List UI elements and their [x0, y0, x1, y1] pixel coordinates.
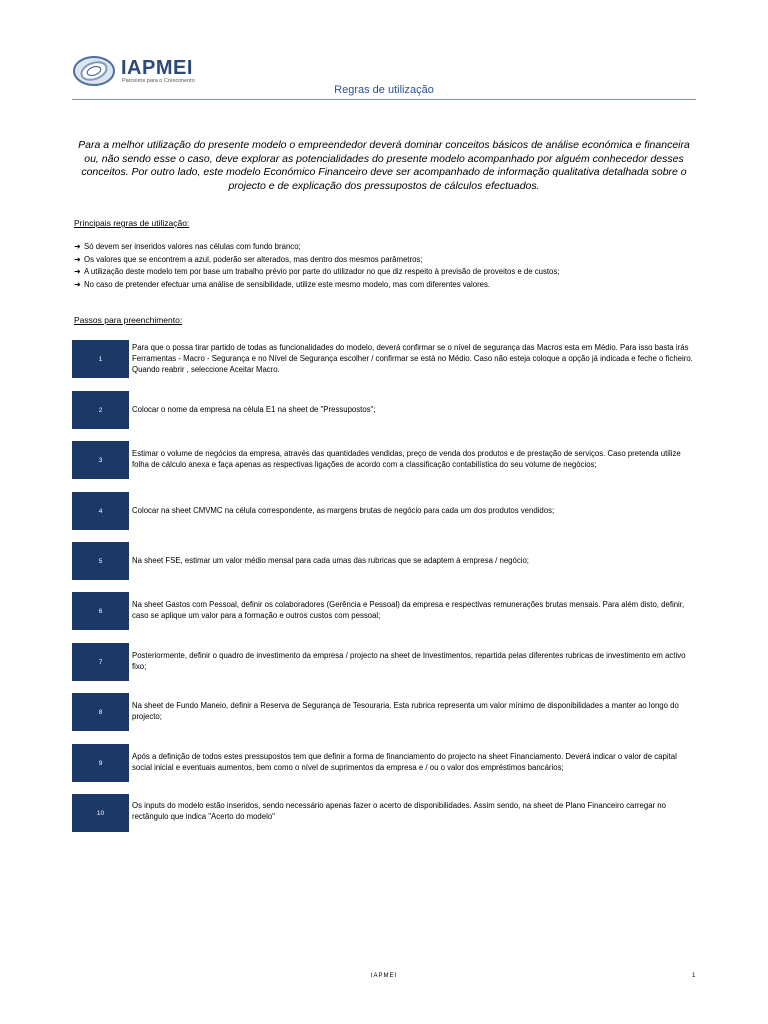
logo-ring-icon — [72, 55, 116, 87]
step-text: Estimar o volume de negócios da empresa, através das quantidades vendidas, preço de venda dos produtos e de prestação de serviços. Caso pretenda utilize folha de cálculo anexa e faça apenas as respectivas ligações de acordo com a classificação contabilística do seu volume de negócios; — [132, 449, 681, 469]
step-row — [72, 643, 698, 681]
step-number: 5 — [72, 542, 129, 580]
step-number: 4 — [72, 492, 129, 530]
step-row — [72, 592, 698, 630]
intro-paragraph: Para a melhor utilização do presente modelo o empreendedor deverá dominar conceitos básicos de análise económica e financeira ou, não sendo esse o caso, deve explorar as potencialidades do presente modelo acompanhado por alguém conhecedor desses conceitos. Por outro lado, este modelo Económico Financeiro deve ser acompanhado de informação qualitativa detalhada sobre o projecto e de explicação dos pressupostos de cálculos efectuados. — [78, 139, 690, 192]
step-text: Colocar na sheet CMVMC na célula correspondente, as margens brutas de negócio para cada um dos produtos vendidos; — [132, 506, 555, 515]
step-text: Para que o possa tirar partido de todas as funcionalidades do modelo, deverá confirmar se o nível de segurança das Macros esta em Médio. Para isso basta irás Ferramentas - Macro - Segurança e no Nível de Segurança escolher / confirmar se está no Médio. Caso não esteja coloque a opção já indicada e feche o ficheiro. Quando reabrir , seleccione Aceitar Macro. — [132, 343, 693, 374]
step-number: 10 — [72, 794, 129, 832]
step-text: Posteriormente, definir o quadro de investimento da empresa / projecto na sheet de Investimentos, repartida pelas diferentes rubricas de investimento em activo fixo; — [132, 651, 686, 671]
list-item: ➜ Os valores que se encontrem a azul, poderão ser alterados, mas dentro dos mesmos parâmetros; — [74, 254, 694, 267]
rules-list — [74, 241, 694, 291]
step-number: 7 — [72, 643, 129, 681]
step-row — [72, 744, 698, 782]
step-row — [72, 794, 698, 832]
rules-heading: Principais regras de utilização: — [74, 218, 190, 228]
page-title: Regras de utilização — [334, 84, 434, 96]
arrow-right-icon: ➜ — [74, 279, 81, 289]
step-text: Na sheet Gastos com Pessoal, definir os colaboradores (Gerência e Pessoal) da empresa e respectivas remunerações brutas mensais. Para além disto, definir, caso se aplique um valor para a formação e outros custos com pessoal; — [132, 600, 685, 620]
step-row — [72, 391, 698, 429]
logo-name: IAPMEI — [121, 57, 193, 79]
step-row — [72, 492, 698, 530]
title-divider — [72, 99, 696, 100]
steps-heading: Passos para preenchimento: — [74, 315, 183, 325]
step-text: Os inputs do modelo estão inseridos, sendo necessário apenas fazer o acerto de disponibilidades. Assim sendo, na sheet de Plano Financeiro carregar no rectângulo que indica "Acerto do modelo" — [132, 801, 666, 821]
step-number: 8 — [72, 693, 129, 731]
step-text: Na sheet FSE, estimar um valor médio mensal para cada umas das rubricas que se adaptem à empresa / negócio; — [132, 556, 529, 565]
step-row — [72, 340, 698, 378]
logo-tagline: Parceiros para o Crescimento — [122, 78, 195, 84]
list-item: ➜ A utilização deste modelo tem por base um trabalho prévio por parte do utilizador no que diz respeito à previsão de proveitos e de custos; — [74, 266, 694, 279]
step-text: Colocar o nome da empresa na célula E1 na sheet de "Pressupostos"; — [132, 405, 376, 414]
step-text: Na sheet de Fundo Maneio, definir a Reserva de Segurança de Tesouraria. Esta rubrica representa um valor mínimo de disponibilidades a manter ao longo do projecto; — [132, 701, 679, 721]
footer-label: IAPMEI — [370, 973, 398, 979]
step-row — [72, 542, 698, 580]
step-number: 6 — [72, 592, 129, 630]
arrow-right-icon: ➜ — [74, 267, 81, 276]
arrow-right-icon: ➜ — [74, 254, 81, 264]
step-row — [72, 441, 698, 479]
list-item: ➜ No caso de pretender efectuar uma análise de sensibilidade, utilize este mesmo modelo, mas com diferentes valores. — [74, 279, 694, 292]
arrow-right-icon: ➜ — [74, 242, 81, 251]
step-number: 2 — [72, 391, 129, 429]
step-text: Após a definição de todos estes pressupostos tem que definir a forma de financiamento do projecto na sheet Financiamento. Deverá indicar o valor de capital social inicial e eventuais aumentos, bem como o nível de suprimentos da empresa e / ou o valor dos empréstimos bancários; — [132, 752, 677, 772]
step-number: 1 — [72, 340, 129, 378]
step-row — [72, 693, 698, 731]
list-item: ➜ Só devem ser inseridos valores nas células com fundo branco; — [74, 241, 694, 254]
step-number: 3 — [72, 441, 129, 479]
page-number: 1 — [692, 973, 696, 979]
step-number: 9 — [72, 744, 129, 782]
